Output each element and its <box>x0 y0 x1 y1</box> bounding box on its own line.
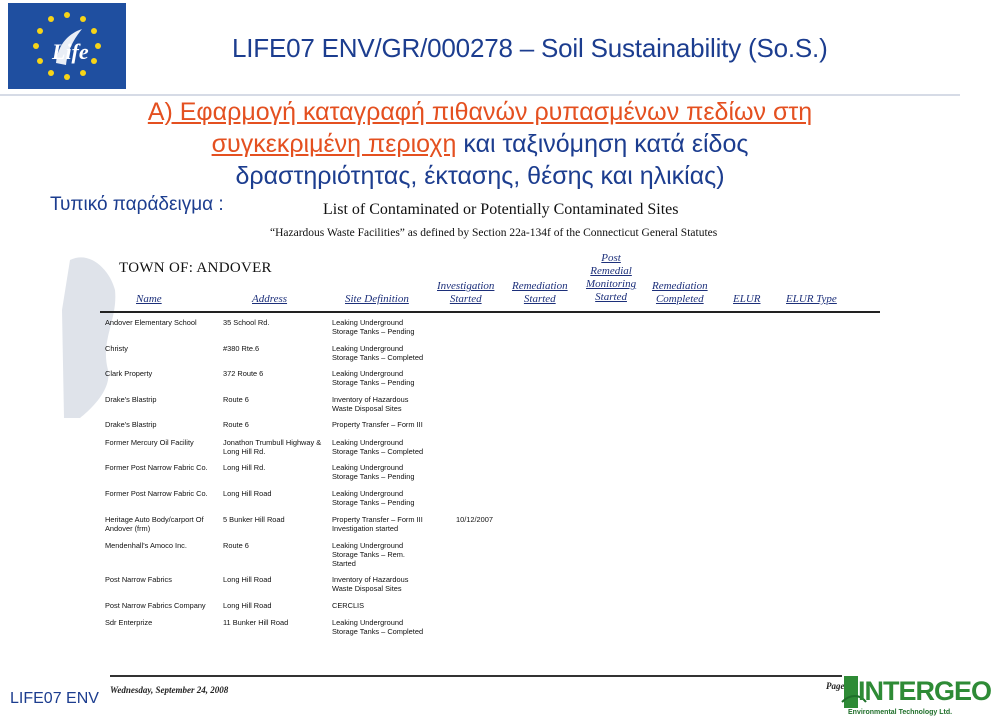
site-definition-cell: Property Transfer – Form III <box>332 420 423 429</box>
table-row <box>0 463 960 489</box>
site-definition-cell: Leaking Underground Storage Tanks – Completed <box>332 618 424 636</box>
site-name-cell: Christy <box>105 344 128 353</box>
site-address-cell: 35 School Rd. <box>223 318 270 327</box>
site-name-cell: Post Narrow Fabrics <box>105 575 172 584</box>
site-name-cell: Mendenhall's Amoco Inc. <box>105 541 187 550</box>
site-definition-cell: Leaking Underground Storage Tanks – Pending <box>332 369 415 387</box>
document-footer-rule <box>110 675 842 677</box>
heading-line-3: δραστηριότητας, έκτασης, θέσης και ηλικίας) <box>235 162 725 190</box>
site-definition-cell: Leaking Underground Storage Tanks – Rem. Started <box>332 541 405 568</box>
site-address-cell: 372 Route 6 <box>223 369 264 378</box>
investigation-date-cell: 10/12/2007 <box>456 515 493 524</box>
brand-subtitle: Environmental Technology Ltd. <box>848 709 953 716</box>
table-row <box>0 541 960 567</box>
footer-project-text: LIFE07 ENV <box>10 690 99 707</box>
site-name-cell: Heritage Auto Body/carport Of Andover (frm) <box>105 515 204 533</box>
site-definition-cell: Inventory of Hazardous Waste Disposal Sites <box>332 575 409 593</box>
logo-text: Life <box>52 39 89 64</box>
table-row <box>0 618 960 644</box>
heading-line-2 <box>0 128 960 160</box>
site-name-cell: Former Post Narrow Fabric Co. <box>105 489 208 498</box>
table-row <box>0 318 960 344</box>
site-name-cell: Clark Property <box>105 369 153 378</box>
site-address-cell: Route 6 <box>223 420 249 429</box>
site-definition-cell: Leaking Underground Storage Tanks – Completed <box>332 438 424 456</box>
document-title: List of Contaminated or Potentially Contaminated Sites <box>323 201 679 218</box>
table-row <box>0 575 960 601</box>
table-row <box>0 438 960 464</box>
column-header-address: Address <box>252 293 288 305</box>
site-name-cell: Former Mercury Oil Facility <box>105 438 194 447</box>
example-label: Τυπικό παράδειγμα : <box>50 194 224 215</box>
site-address-cell: Route 6 <box>223 395 249 404</box>
site-definition-cell: Leaking Underground Storage Tanks – Pending <box>332 489 415 507</box>
site-name-cell: Drake's Blastrip <box>105 420 157 429</box>
site-address-cell: Long Hill Road <box>223 575 272 584</box>
site-definition-cell: Leaking Underground Storage Tanks – Completed <box>332 344 424 362</box>
site-address-cell: Route 6 <box>223 541 249 550</box>
site-name-cell: Drake's Blastrip <box>105 395 157 404</box>
site-address-cell: Long Hill Road <box>223 489 272 498</box>
site-address-cell: Long Hill Road <box>223 601 272 610</box>
site-definition-cell: Inventory of Hazardous Waste Disposal Sites <box>332 395 409 413</box>
slide-title: LIFE07 ENV/GR/000278 – Soil Sustainability (So.S.) <box>232 33 828 63</box>
table-header-rule <box>100 311 880 313</box>
site-name-cell: Sdr Enterprize <box>105 618 153 627</box>
column-header-elur: ELUR <box>733 293 761 305</box>
document-date: Wednesday, September 24, 2008 <box>110 685 229 695</box>
heading-line-1: A) Εφαρμογή καταγραφή πιθανών ρυπασμένων πεδίων στη <box>147 98 813 126</box>
site-name-cell: Post Narrow Fabrics Company <box>105 601 206 610</box>
site-address-cell: Long Hill Rd. <box>223 463 266 472</box>
eu-stars-icon <box>8 3 126 89</box>
site-definition-cell: Leaking Underground Storage Tanks – Pending <box>332 463 415 481</box>
town-heading: TOWN OF: ANDOVER <box>119 260 272 276</box>
site-address-cell: 5 Bunker Hill Road <box>223 515 285 524</box>
heading-highlight: συγκεκριμένη περιοχη <box>211 130 457 158</box>
brand-name: INTERGEO <box>858 676 991 706</box>
site-definition-cell: CERCLIS <box>332 601 365 610</box>
column-header-post-remedial: Post Remedial Monitoring Started <box>586 252 637 303</box>
site-name-cell: Former Post Narrow Fabric Co. <box>105 463 208 472</box>
site-address-cell: Jonathon Trumbull Highway & Long Hill Rd. <box>223 438 322 456</box>
table-row <box>0 344 960 370</box>
site-definition-cell: Leaking Underground Storage Tanks – Pending <box>332 318 415 336</box>
column-header-investigation: Investigation Started <box>437 280 495 305</box>
column-header-remediation-completed: Remediation Completed <box>652 280 708 305</box>
document-subtitle: “Hazardous Waste Facilities” as defined by Section 22a-134f of the Connecticut General Statutes <box>270 227 718 239</box>
table-row <box>0 369 960 395</box>
column-header-name: Name <box>136 293 162 305</box>
life-logo <box>8 3 126 89</box>
site-address-cell: #380 Rte.6 <box>223 344 260 353</box>
site-name-cell: Andover Elementary School <box>105 318 197 327</box>
table-row <box>0 395 960 421</box>
site-definition-cell: Property Transfer – Form III Investigation started <box>332 515 423 533</box>
column-header-site-definition: Site Definition <box>345 293 409 305</box>
heading-continuation: και ταξινόμηση κατά είδος <box>456 130 749 158</box>
table-row <box>0 489 960 515</box>
column-header-elur-type: ELUR Type <box>786 293 837 305</box>
document-page-label: Page <box>826 681 845 691</box>
table-row <box>0 515 960 541</box>
site-address-cell: 11 Bunker Hill Road <box>223 618 289 627</box>
section-heading <box>0 96 960 190</box>
column-header-remediation-started: Remediation Started <box>512 280 568 305</box>
